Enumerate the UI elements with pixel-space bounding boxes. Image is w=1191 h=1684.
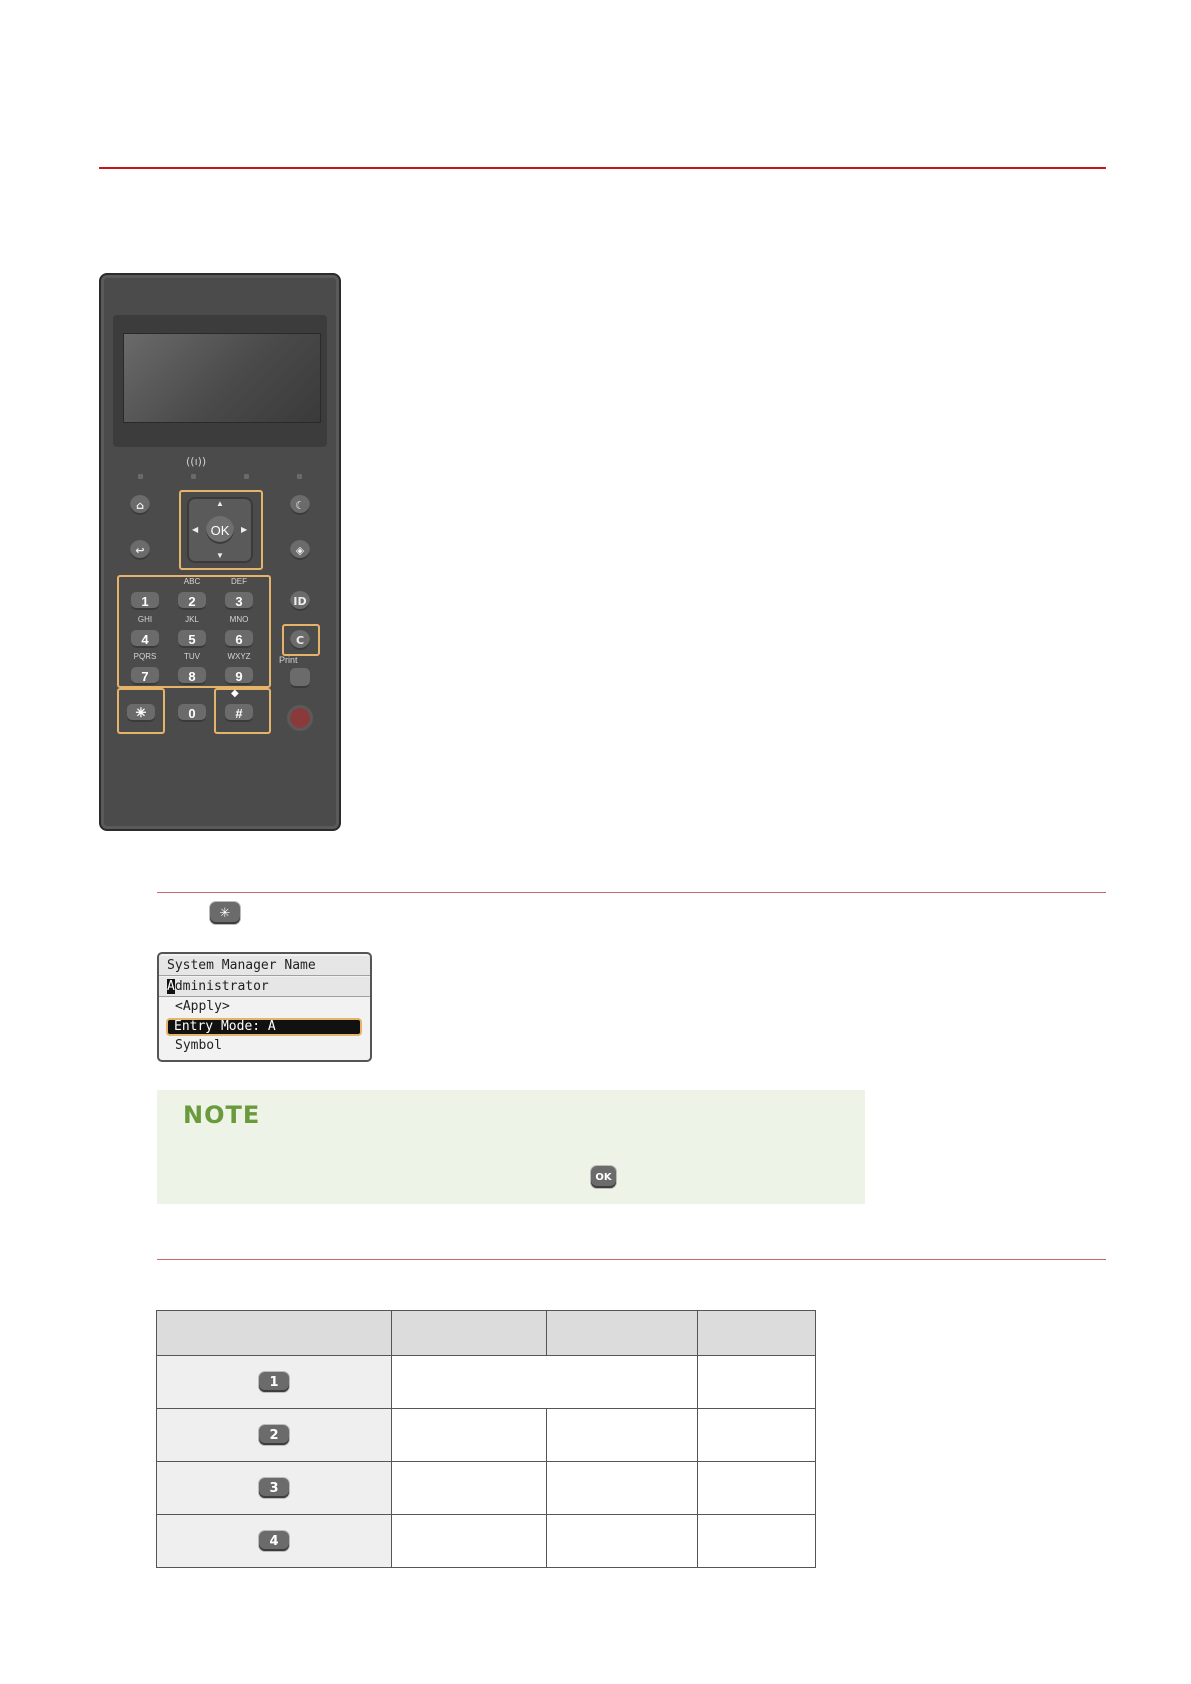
up-arrow-icon[interactable]: ▲: [216, 499, 224, 508]
table-cell: [698, 1515, 816, 1568]
print-label: Print: [279, 655, 298, 665]
back-key[interactable]: ↩: [130, 540, 150, 560]
table-key-cell: [157, 1462, 392, 1515]
table-key-cell: [157, 1515, 392, 1568]
table-row: [157, 1409, 816, 1462]
key-4[interactable]: 4: [131, 630, 159, 648]
key-letters: GHI: [137, 615, 153, 624]
table-key-cell: [157, 1409, 392, 1462]
key-3-icon: 3: [259, 1478, 289, 1498]
wifi-icon: ((ı)): [186, 455, 207, 468]
diamond-icon: ◆: [231, 688, 239, 699]
section-rule: [157, 892, 1106, 893]
operation-panel: [99, 273, 341, 831]
ok-pad: [187, 497, 253, 563]
key-7[interactable]: 7: [131, 667, 159, 685]
clear-key[interactable]: C: [290, 630, 310, 650]
table-cell: [547, 1462, 698, 1515]
screen-title: System Manager Name: [159, 956, 370, 976]
key-2[interactable]: 2: [178, 592, 206, 610]
down-arrow-icon[interactable]: ▼: [216, 551, 224, 560]
key-letters: JKL: [185, 615, 199, 624]
table-cell: [698, 1356, 816, 1409]
table-header-cell: [392, 1311, 547, 1356]
key-letters: DEF: [231, 577, 247, 586]
key-9[interactable]: 9: [225, 667, 253, 685]
led-indicator: [138, 474, 143, 479]
section-rule: [157, 1259, 1106, 1260]
table-key-cell: [157, 1356, 392, 1409]
key-1-icon: 1: [259, 1372, 289, 1392]
text-cursor: A: [167, 979, 175, 994]
key-entry-table: [156, 1310, 816, 1568]
key-1[interactable]: 1: [131, 592, 159, 610]
ok-key-icon: OK: [591, 1166, 616, 1188]
led-indicator: [297, 474, 302, 479]
hash-key[interactable]: #: [225, 704, 253, 722]
key-8[interactable]: 8: [178, 667, 206, 685]
lcd-screen: [157, 952, 372, 1062]
table-cell: [698, 1409, 816, 1462]
led-indicator: [191, 474, 196, 479]
note-box: [157, 1090, 865, 1204]
table-cell: [392, 1356, 698, 1409]
energy-saver-key[interactable]: ☾: [290, 495, 310, 515]
key-letters: ABC: [183, 577, 201, 586]
key-letters: TUV: [184, 652, 200, 661]
key-3[interactable]: 3: [225, 592, 253, 610]
key-2-icon: 2: [259, 1425, 289, 1445]
screen-symbol[interactable]: Symbol: [175, 1038, 222, 1053]
key-4-icon: 4: [259, 1531, 289, 1551]
table-header-cell: [547, 1311, 698, 1356]
key-5[interactable]: 5: [178, 630, 206, 648]
key-letters: MNO: [229, 615, 249, 624]
screen-apply[interactable]: <Apply>: [175, 999, 230, 1014]
print-key[interactable]: [290, 668, 310, 688]
screen-entry-mode[interactable]: Entry Mode: A: [166, 1018, 362, 1036]
display-screen: [123, 333, 321, 423]
star-key[interactable]: ✳: [127, 704, 155, 722]
stop-key[interactable]: [287, 705, 313, 731]
table-cell: [392, 1515, 547, 1568]
title-rule: [99, 167, 1106, 169]
table-header-cell: [698, 1311, 816, 1356]
ok-key[interactable]: OK: [206, 516, 234, 544]
id-key[interactable]: ID: [290, 591, 310, 611]
table-row: [157, 1515, 816, 1568]
table-cell: [392, 1462, 547, 1515]
left-arrow-icon[interactable]: ◀: [192, 525, 199, 534]
screen-input: [159, 977, 370, 997]
note-title: NOTE: [183, 1101, 261, 1129]
right-arrow-icon[interactable]: ▶: [241, 525, 248, 534]
table-row: [157, 1462, 816, 1515]
table-row: [157, 1356, 816, 1409]
table-header-cell: [157, 1311, 392, 1356]
table-cell: [698, 1462, 816, 1515]
key-letters: WXYZ: [227, 652, 251, 661]
table-cell: [392, 1409, 547, 1462]
table-header-row: [157, 1311, 816, 1356]
led-indicator: [244, 474, 249, 479]
table-cell: [547, 1409, 698, 1462]
home-key[interactable]: ⌂: [130, 495, 150, 515]
table-cell: [547, 1515, 698, 1568]
key-0[interactable]: 0: [178, 704, 206, 722]
input-text: dministrator: [174, 979, 269, 994]
key-6[interactable]: 6: [225, 630, 253, 648]
star-key-icon: ✳: [210, 902, 240, 924]
status-monitor-key[interactable]: ◈: [290, 540, 310, 560]
key-letters: PQRS: [133, 652, 157, 661]
